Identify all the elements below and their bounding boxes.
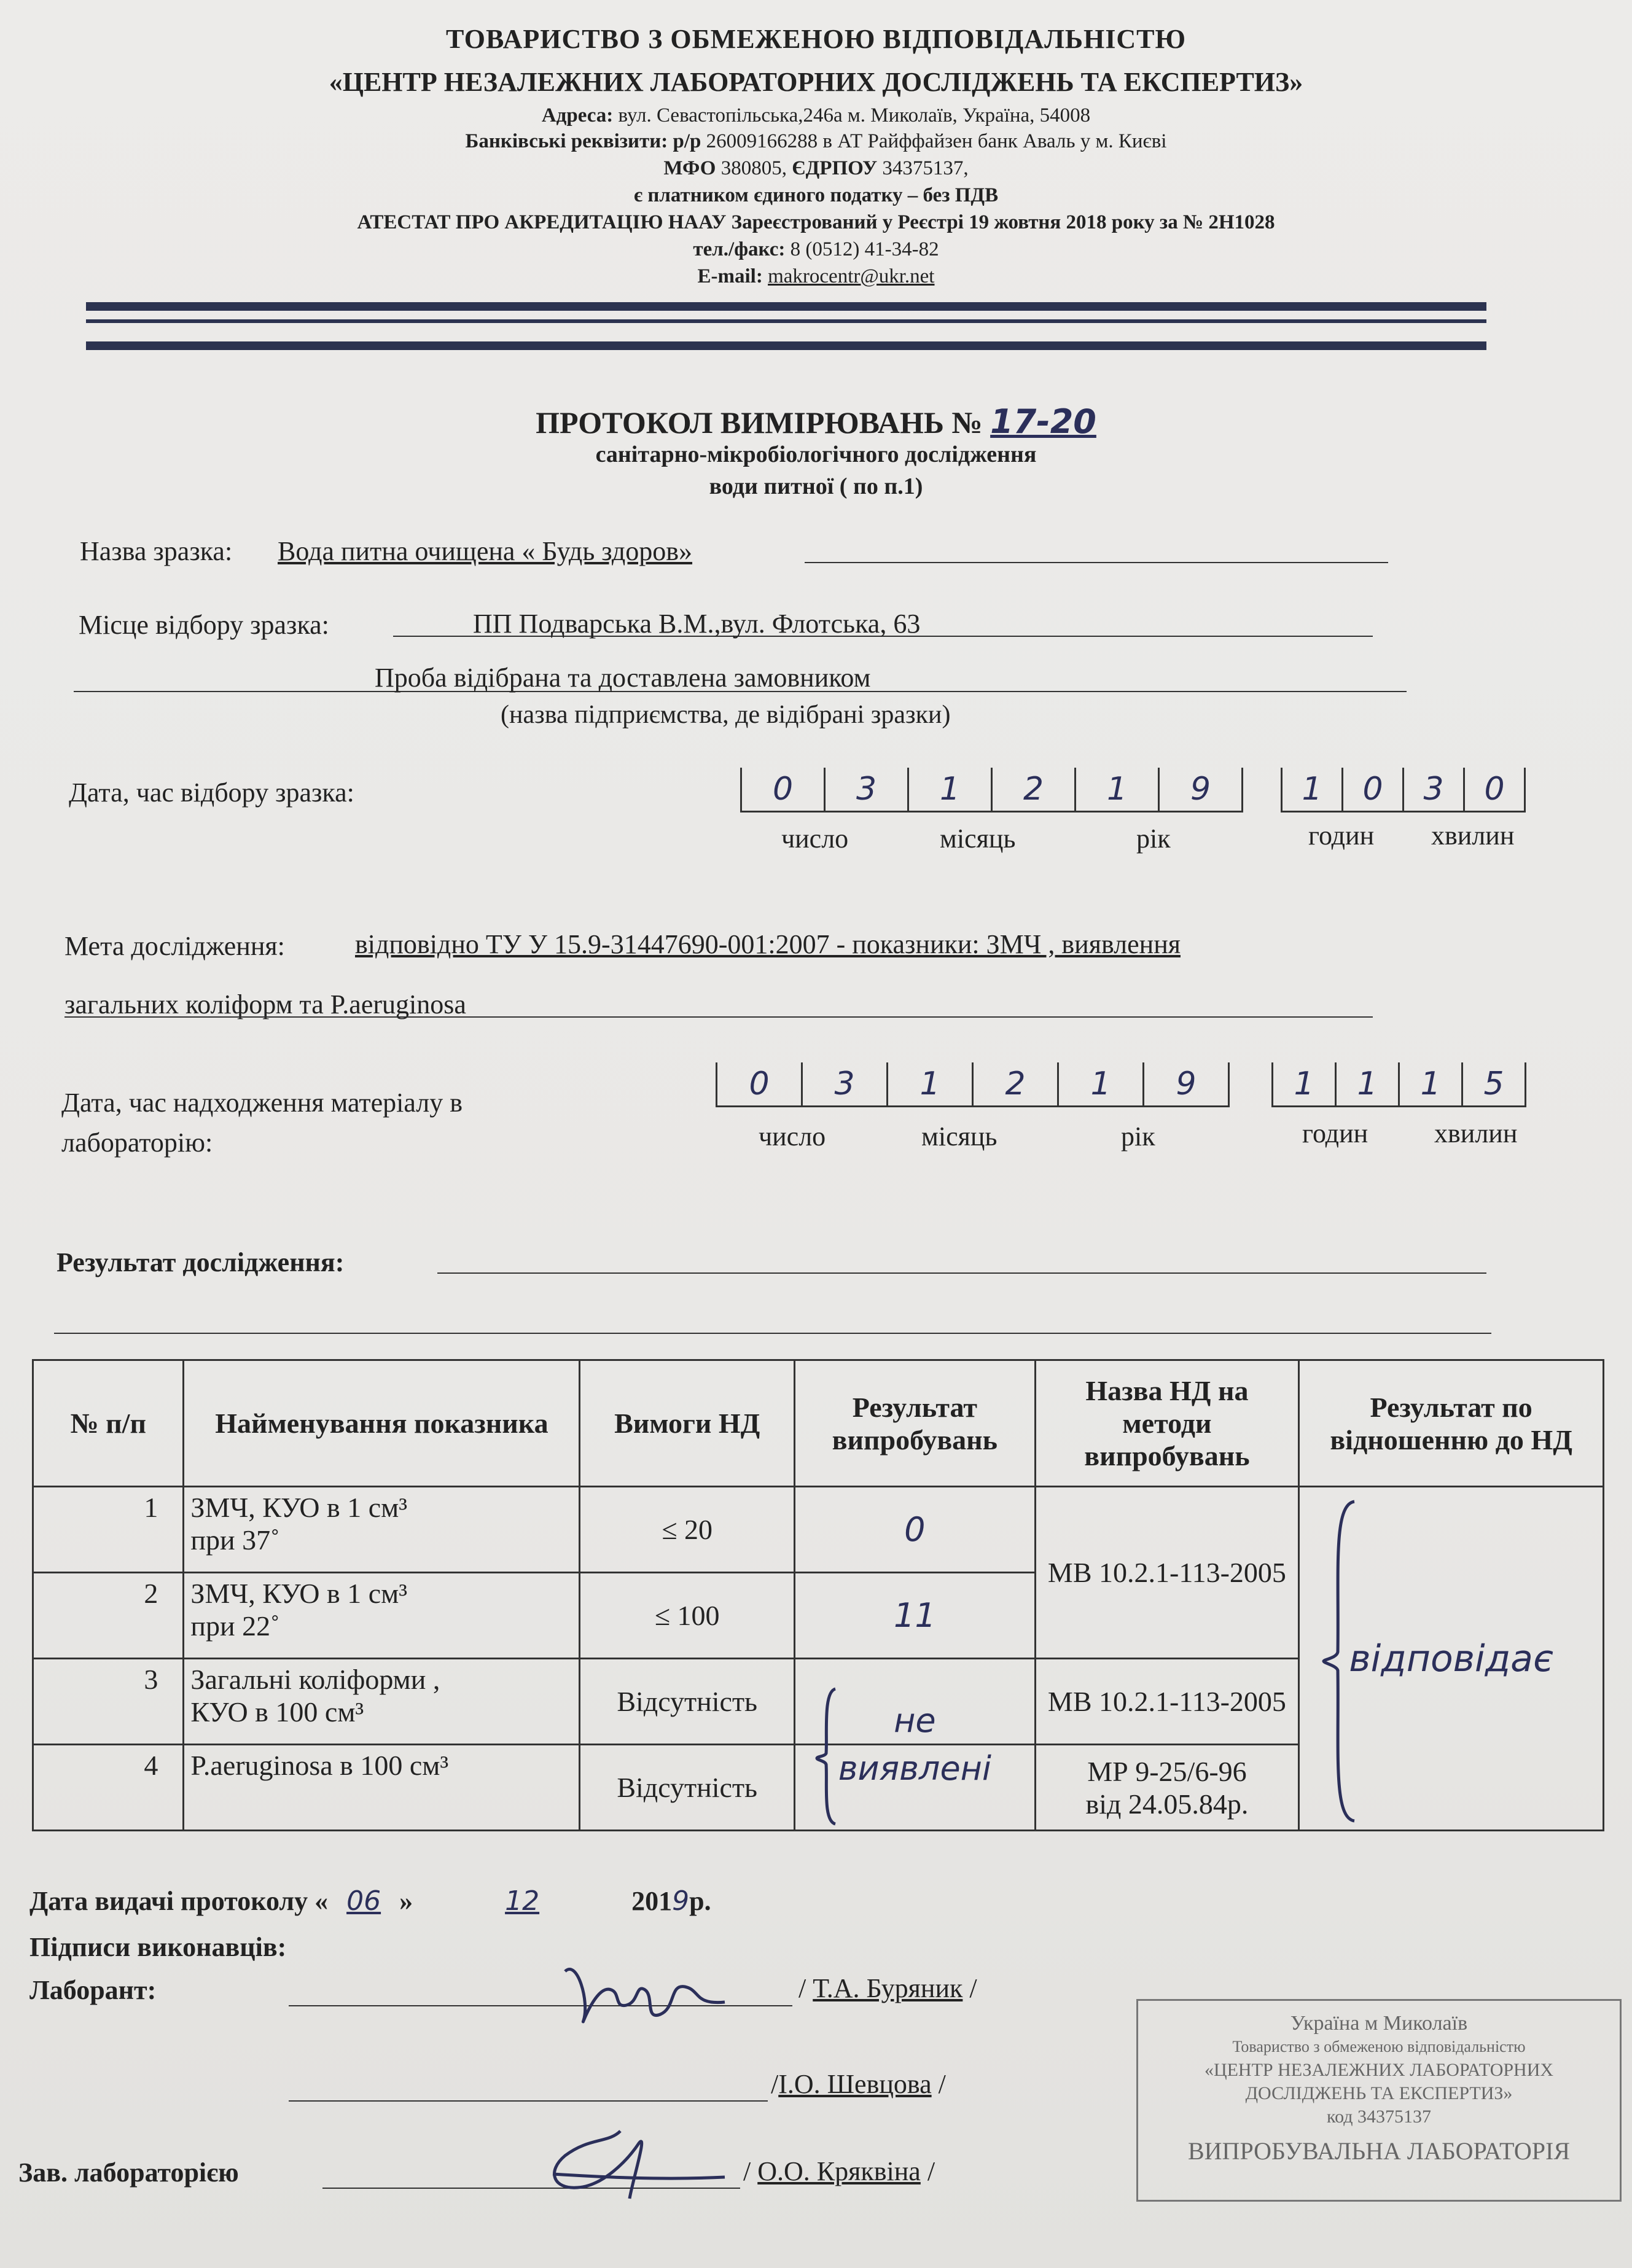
- org-name-line2: «ЦЕНТР НЕЗАЛЕЖНИХ ЛАБОРАТОРНИХ ДОСЛІДЖЕНЬ ТА ЕКСПЕРТИЗ»: [329, 67, 1303, 97]
- arrival-date-digit: 1: [888, 1062, 974, 1105]
- signer-1: / Т.А. Буряник /: [798, 1973, 977, 2003]
- stamp-line-5: код 34375137: [1327, 2106, 1431, 2127]
- org-name-line1: ТОВАРИСТВО З ОБМЕЖЕНОЮ ВІДПОВІДАЛЬНІСТЮ: [446, 24, 1186, 54]
- arrival-date-digit: 3: [803, 1062, 888, 1105]
- row-indicator-line1: Загальні коліформи ,: [190, 1664, 440, 1695]
- signer-3-name: О.О. Кряквіна: [757, 2156, 921, 2186]
- time-digit: 0: [1343, 768, 1404, 811]
- result-line-1: [437, 1272, 1486, 1274]
- row-indicator: [184, 1659, 580, 1745]
- protocol-number: 17-20: [990, 402, 1096, 441]
- row-result: не: [795, 1659, 1036, 1745]
- arrival-date-boxes: [716, 1062, 1230, 1107]
- purpose-label: Мета дослідження:: [64, 931, 285, 961]
- purpose-line-2-rule: [64, 1016, 1373, 1018]
- sample-name-label: Назва зразка:: [80, 536, 233, 566]
- header-test-result: Результат випробувань: [795, 1360, 1036, 1487]
- purpose-line-1: відповідно ТУ У 15.9-31447690-001:2007 - показники: ЗМЧ , виявлення: [355, 929, 1181, 959]
- method-cell-b: МВ 10.2.1-113-2005: [1035, 1659, 1299, 1745]
- row-indicator-line2: КУО в 100 см³: [190, 1696, 364, 1728]
- address-value: вул. Севастопільська,246а м. Миколаїв, Україна, 54008: [618, 104, 1091, 127]
- result-label: Результат дослідження:: [57, 1247, 345, 1277]
- table-row: [33, 1487, 1604, 1573]
- date-digit: 0: [742, 768, 826, 811]
- row-requirement: Відсутність: [580, 1659, 795, 1745]
- row-indicator-line2: при 37˚: [190, 1524, 280, 1556]
- accreditation-line: АТЕСТАТ ПРО АКРЕДИТАЦІЮ НААУ Зареєстрований у Реєстрі 19 жовтня 2018 року за № 2Н1028: [357, 211, 1275, 233]
- arrival-date-digit: 2: [974, 1062, 1059, 1105]
- arrival-caption-year: рік: [1121, 1121, 1155, 1152]
- sample-name-value: Вода питна очищена « Будь здоров»: [278, 536, 693, 566]
- caption-year: рік: [1136, 824, 1171, 854]
- arrival-caption-month: місяць: [921, 1121, 998, 1152]
- row-result: 11: [795, 1573, 1036, 1659]
- issue-year-suffix: р.: [689, 1886, 711, 1916]
- signature-3-icon: [528, 2119, 731, 2205]
- arrival-caption-day: число: [759, 1121, 826, 1152]
- arrival-time-boxes: [1271, 1062, 1526, 1107]
- row-indicator-line1: ЗМЧ, КУО в 1 см³: [190, 1492, 408, 1523]
- stamp-line-4: ДОСЛІДЖЕНЬ ТА ЕКСПЕРТИЗ»: [1245, 2083, 1513, 2103]
- mfo-label: МФО: [663, 157, 716, 179]
- sampling-time-boxes: [1281, 768, 1526, 813]
- issue-day: 06: [346, 1885, 381, 1917]
- lab-assistant-label: Лаборант:: [29, 1975, 157, 2005]
- purpose-line-2: загальних коліформ та P.aeruginosa: [64, 989, 466, 1019]
- method-c-line2: від 24.05.84р.: [1085, 1788, 1249, 1820]
- date-digit: 1: [1076, 768, 1160, 811]
- arrival-date-digit: 9: [1144, 1062, 1230, 1105]
- sampling-date-boxes: [740, 768, 1243, 813]
- time-digit: 1: [1283, 768, 1343, 811]
- email-label: E-mail:: [697, 265, 763, 287]
- row-number: 3: [33, 1659, 184, 1745]
- row-indicator-line1: P.aeruginosa в 100 см³: [190, 1750, 449, 1781]
- header-method: Назва НД на методи випробувань: [1035, 1360, 1299, 1487]
- result-brace-icon: [814, 1686, 845, 1827]
- signer-1-name: Т.А. Буряник: [813, 1973, 963, 2003]
- time-digit: 0: [1465, 768, 1526, 811]
- issue-date-label: Дата видачі протоколу «: [29, 1886, 329, 1916]
- sampling-place-value: ПП Подварська В.М.,вул. Флотська, 63: [473, 609, 921, 639]
- mfo-line: [0, 157, 1632, 180]
- caption-hours: годин: [1308, 820, 1375, 851]
- arrival-caption-minutes: хвилин: [1434, 1118, 1518, 1148]
- method-cell-a: МВ 10.2.1-113-2005: [1035, 1487, 1299, 1659]
- row-result: 0: [795, 1487, 1036, 1573]
- issue-month: 12: [505, 1885, 540, 1917]
- table-header-row: [33, 1360, 1604, 1487]
- caption-day: число: [781, 824, 849, 854]
- date-digit: 9: [1160, 768, 1243, 811]
- phone-value: 8 (0512) 41-34-82: [790, 238, 939, 260]
- phone-line: [0, 238, 1632, 261]
- head-of-lab-label: Зав. лабораторією: [18, 2157, 239, 2188]
- row-indicator-line1: ЗМЧ, КУО в 1 см³: [190, 1578, 408, 1609]
- stamp-line-3: «ЦЕНТР НЕЗАЛЕЖНИХ ЛАБОРАТОРНИХ: [1204, 2060, 1554, 2080]
- header-number: № п/п: [33, 1360, 184, 1487]
- signers-label: Підписи виконавців:: [29, 1932, 287, 1962]
- row-requirement: Відсутність: [580, 1745, 795, 1831]
- header-indicator: Найменування показника: [184, 1360, 580, 1487]
- row-number: 4: [33, 1745, 184, 1831]
- edrpou-value: 34375137,: [882, 157, 969, 179]
- compliance-value: відповідає: [1349, 1637, 1553, 1680]
- signature-1-icon: [553, 1947, 737, 2039]
- arrival-label-1: Дата, час надходження матеріалу в: [61, 1088, 463, 1118]
- compliance-brace-icon: [1321, 1498, 1364, 1824]
- row-result: виявлені: [795, 1745, 1036, 1831]
- arrival-time-digit: 5: [1463, 1062, 1526, 1105]
- bank-label: Банківські реквізити: р/р: [465, 130, 701, 152]
- date-digit: 3: [826, 768, 909, 811]
- email-link[interactable]: makrocentr@ukr.net: [768, 265, 935, 287]
- issue-year-digit: 9: [672, 1885, 690, 1917]
- row-indicator-line2: при 22˚: [190, 1610, 280, 1642]
- issue-date-line: Дата видачі протоколу « 06 » 12 2019р.: [29, 1885, 711, 1917]
- signer-2: /І.О. Шевцова /: [771, 2069, 946, 2099]
- date-digit: 1: [909, 768, 993, 811]
- header-rule-top: [86, 302, 1486, 311]
- sample-name-line: [805, 562, 1388, 563]
- taken-by-caption: (назва підприємства, де відібрані зразки): [501, 701, 951, 729]
- mfo-value: 380805,: [720, 157, 787, 179]
- arrival-time-digit: 1: [1273, 1062, 1337, 1105]
- address-line: [0, 104, 1632, 127]
- signer-2-name: І.О. Шевцова: [778, 2069, 932, 2099]
- arrival-date-digit: 1: [1059, 1062, 1144, 1105]
- method-c-line1: МР 9-25/6-96: [1087, 1755, 1247, 1787]
- taken-by-value: Проба відібрана та доставлена замовником: [375, 663, 871, 693]
- arrival-caption-hours: годин: [1302, 1118, 1368, 1148]
- email-line: [0, 265, 1632, 288]
- stamp-line-1: Україна м Миколаїв: [1290, 2012, 1468, 2035]
- row-indicator: [184, 1487, 580, 1573]
- row-number: 2: [33, 1573, 184, 1659]
- header-rule-bottom: [86, 341, 1486, 350]
- row-number: 1: [33, 1487, 184, 1573]
- protocol-title: [0, 402, 1632, 441]
- protocol-subtitle-2: води питної ( по п.1): [709, 473, 923, 499]
- row-indicator: [184, 1573, 580, 1659]
- header-rule-middle: [86, 319, 1486, 323]
- sampling-date-label: Дата, час відбору зразка:: [69, 777, 354, 808]
- protocol-subtitle-1: санітарно-мікробіологічного дослідження: [595, 442, 1037, 467]
- row-requirement: ≤ 100: [580, 1573, 795, 1659]
- sampling-place-label: Місце відбору зразка:: [79, 610, 329, 640]
- signature-line-2: [289, 2100, 768, 2102]
- signer-3: / О.О. Кряквіна /: [743, 2156, 935, 2186]
- arrival-time-digit: 1: [1400, 1062, 1463, 1105]
- date-digit: 2: [993, 768, 1076, 811]
- header-compliance: Результат по відношенню до НД: [1299, 1360, 1604, 1487]
- header-requirements: Вимоги НД: [580, 1360, 795, 1487]
- arrival-date-digit: 0: [717, 1062, 803, 1105]
- time-digit: 3: [1404, 768, 1465, 811]
- issue-year-prefix: 201: [631, 1886, 673, 1916]
- stamp-line-2: Товариство з обмеженою відповідальністю: [1232, 2038, 1526, 2056]
- row-indicator: [184, 1745, 580, 1831]
- protocol-title-text: ПРОТОКОЛ ВИМІРЮВАНЬ №: [536, 405, 983, 440]
- result-line-2: [54, 1333, 1491, 1334]
- row-requirement: ≤ 20: [580, 1487, 795, 1573]
- arrival-label-2: лабораторію:: [61, 1128, 213, 1158]
- method-cell-c: [1035, 1745, 1299, 1831]
- arrival-time-digit: 1: [1337, 1062, 1400, 1105]
- address-label: Адреса:: [541, 104, 614, 127]
- stamp-line-6: ВИПРОБУВАЛЬНА ЛАБОРАТОРІЯ: [1187, 2137, 1570, 2165]
- phone-label: тел./факс:: [693, 238, 786, 260]
- edrpou-label: ЄДРПОУ: [792, 157, 878, 179]
- tax-status: є платником єдиного податку – без ПДВ: [633, 184, 999, 206]
- caption-minutes: хвилин: [1431, 820, 1515, 851]
- bank-value: 26009166288 в АТ Райффайзен банк Аваль у м. Києві: [706, 130, 1167, 152]
- laboratory-stamp: [1136, 1999, 1622, 2202]
- caption-month: місяць: [940, 824, 1016, 854]
- bank-line: [0, 130, 1632, 153]
